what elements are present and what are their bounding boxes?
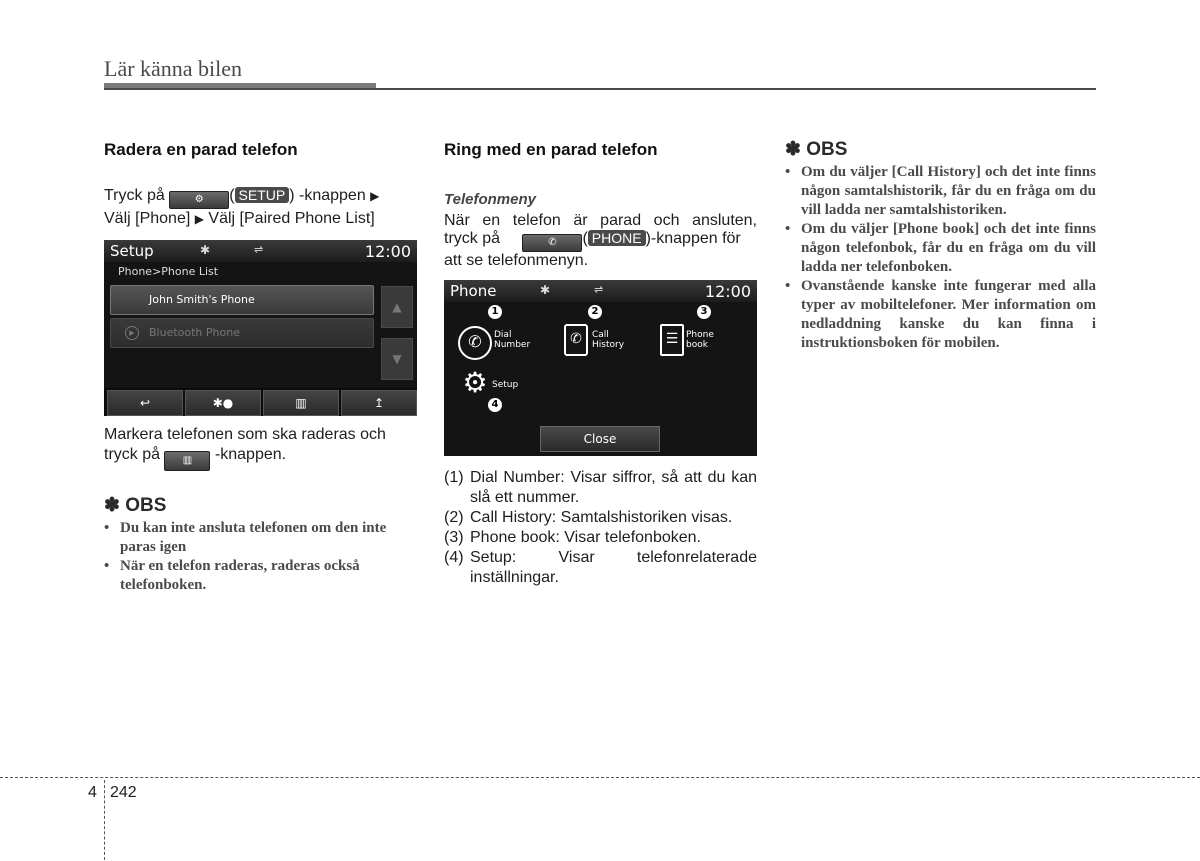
arrow-right-icon: ▶ xyxy=(370,189,380,203)
arrow-right-icon: ▶ xyxy=(194,212,204,226)
instruction-setup: Tryck på ⚙ ( SETUP ) -knappen ▶ Välj [Phone] ▶ Välj [Paired Phone List] xyxy=(104,187,380,227)
screen-button-bar xyxy=(104,388,417,416)
caption-text: Phone book: Visar telefonboken. xyxy=(470,529,701,546)
header-rule xyxy=(104,88,1096,90)
caption-text: Dial Number: Visar siffror, så att du kan slå ett nummer. xyxy=(470,469,757,506)
obs-list xyxy=(785,163,1096,353)
instruction-phone: När en telefon är parad och ansluten, tryck på ✆ ( PHONE )-knappen för att se telefonmenyn. xyxy=(444,212,757,269)
instruction-text: När en telefon är parad och ansluten, xyxy=(444,212,757,229)
menu-label: Setup xyxy=(492,380,519,390)
obs-item: • När en telefon raderas, raderas också telefonboken. xyxy=(104,557,417,595)
caption-number: (3) xyxy=(444,529,464,546)
phone-menu-screen xyxy=(444,280,757,456)
phone-key-icon: ✆ xyxy=(522,234,582,252)
page-number: 242 xyxy=(110,784,137,801)
page-header-title: Lär känna bilen xyxy=(104,56,243,81)
screen-title: Setup xyxy=(110,242,154,260)
screen-status-bar xyxy=(104,240,417,262)
phone-list-item[interactable] xyxy=(110,318,374,348)
phone-menu-captions xyxy=(444,468,757,588)
bluetooth-connect-button[interactable] xyxy=(185,390,261,416)
instruction-text: )-knappen för xyxy=(645,230,741,247)
obs-heading: ✽ OBS xyxy=(104,495,167,516)
phone-name: John Smith's Phone xyxy=(149,293,255,306)
section-heading-delete-phone: Radera en parad telefon xyxy=(104,140,298,159)
obs-item: • Om du väljer [Call History] och det inte finns någon samtalshistorik, får du en fråga om du vill ladda ner samtalshistoriken. xyxy=(785,163,1096,220)
gear-icon: ⚙ xyxy=(462,366,488,399)
obs-item: • Om du väljer [Phone book] och det inte finns någon telefonbok, får du en fråga om du vill ladda ner telefonboken. xyxy=(785,220,1096,277)
footer-divider xyxy=(104,780,105,860)
instruction-text: tryck på xyxy=(444,230,501,247)
callout-2: 2 xyxy=(588,305,602,319)
caption-item xyxy=(444,468,757,508)
screen-clock: 12:00 xyxy=(704,282,751,301)
setup-key-icon: ⚙ xyxy=(169,191,229,209)
subheading-telefonmeny: Telefonmeny xyxy=(444,191,536,208)
bluetooth-icon: ✱ xyxy=(540,283,551,297)
caption-number: (1) xyxy=(444,469,464,486)
bluetooth-icon: ✱ xyxy=(200,243,211,257)
phone-label: PHONE xyxy=(588,230,646,246)
menu-label: Dial Number xyxy=(494,330,531,350)
section-heading-call-phone: Ring med en parad telefon xyxy=(444,140,658,159)
phonebook-icon: ☰ xyxy=(660,324,684,356)
instruction-text: Välj [Paired Phone List] xyxy=(208,210,375,227)
bluetooth-connect-icon: ✱● xyxy=(212,396,234,410)
caption-number: (2) xyxy=(444,509,464,526)
screen-breadcrumb: Phone>Phone List xyxy=(118,265,219,278)
caption-item xyxy=(444,528,757,548)
phone-name: Bluetooth Phone xyxy=(149,326,240,339)
close-button[interactable]: Close xyxy=(540,426,660,452)
instruction-text: -knappen. xyxy=(214,446,287,463)
instruction-text: tryck på xyxy=(104,446,161,463)
instruction-text: Tryck på xyxy=(104,187,165,204)
instruction-text: ) -knappen xyxy=(289,187,366,204)
caption-text: Setup: Visar telefonrelaterade inställningar. xyxy=(470,549,757,586)
screen-status-bar xyxy=(444,280,757,302)
delete-button[interactable] xyxy=(263,390,339,416)
obs-list xyxy=(104,519,417,595)
instruction-text: att se telefonmenyn. xyxy=(444,252,589,269)
setup-phone-list-screen xyxy=(104,240,417,416)
callout-3: 3 xyxy=(697,305,711,319)
screen-clock: 12:00 xyxy=(364,242,411,261)
usb-icon: ⇌ xyxy=(254,243,264,256)
dial-icon: ✆ xyxy=(458,326,492,360)
menu-label: Phone book xyxy=(686,330,714,350)
delete-icon: ▥ xyxy=(295,396,307,410)
caption-item xyxy=(444,548,757,588)
screen-title: Phone xyxy=(450,282,497,300)
top-button[interactable] xyxy=(341,390,417,416)
connect-icon: ▶ xyxy=(125,326,139,340)
obs-item: • Du kan inte ansluta telefonen om den inte paras igen xyxy=(104,519,417,557)
obs-heading: ✽ OBS xyxy=(785,139,848,160)
instruction-text: Markera telefonen som ska raderas och xyxy=(104,426,386,443)
callout-4: 4 xyxy=(488,398,502,412)
caption-number: (4) xyxy=(444,549,464,566)
footer-rule xyxy=(0,777,1200,778)
top-icon: ↥ xyxy=(373,396,385,410)
instruction-delete xyxy=(104,425,417,471)
obs-item: • Ovanstående kanske inte fungerar med alla typer av mobiltelefoner. Mer information om nedladdning kanske du kan finna i instruktionsboken för mobilen. xyxy=(785,277,1096,353)
delete-key-icon: ▥ xyxy=(164,451,210,471)
callout-1: 1 xyxy=(488,305,502,319)
scroll-down-button[interactable]: ▼ xyxy=(381,338,413,380)
back-button[interactable] xyxy=(107,390,183,416)
menu-label: Call History xyxy=(592,330,625,350)
scroll-up-button[interactable]: ▲ xyxy=(381,286,413,328)
caption-item xyxy=(444,508,757,528)
caption-text: Call History: Samtalshistoriken visas. xyxy=(470,509,733,526)
chapter-number: 4 xyxy=(88,784,97,801)
instruction-text: Välj [Phone] xyxy=(104,210,191,227)
back-icon: ↩ xyxy=(139,396,151,410)
phone-list-item[interactable] xyxy=(110,285,374,315)
usb-icon: ⇌ xyxy=(594,283,604,296)
call-history-icon: ✆ xyxy=(564,324,588,356)
setup-label: SETUP xyxy=(235,187,290,203)
